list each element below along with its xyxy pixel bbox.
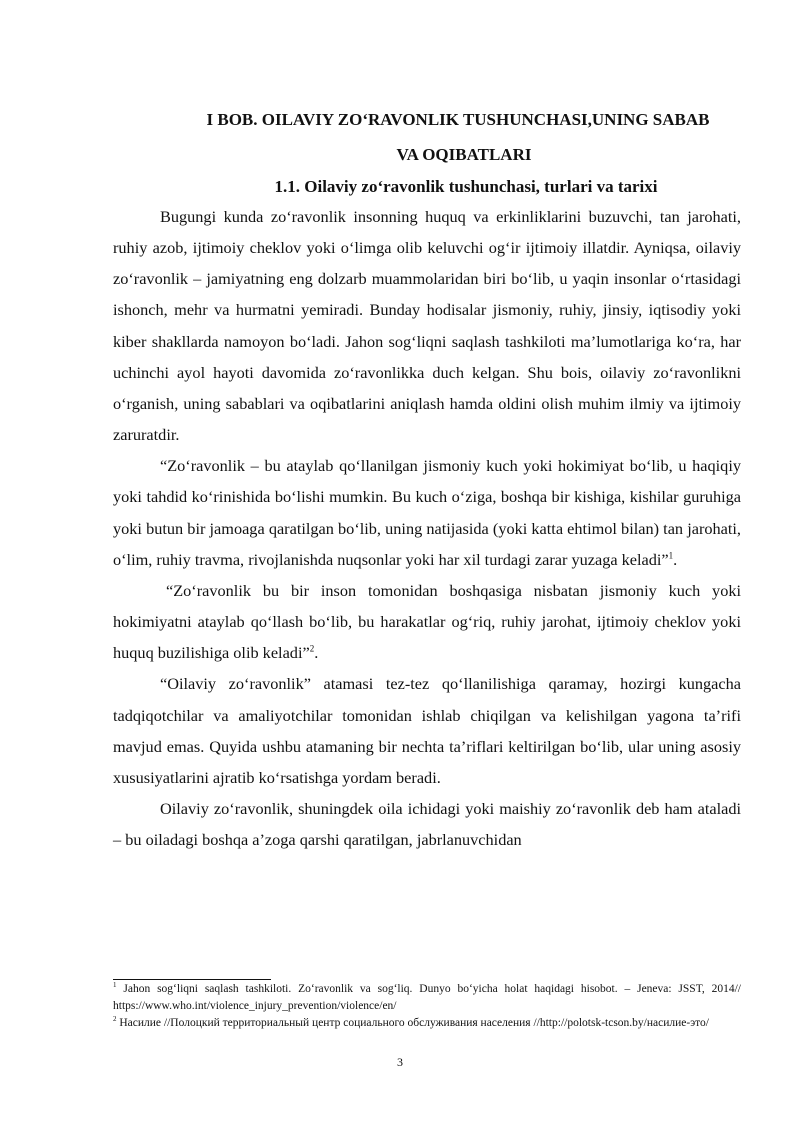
footnote-ref-1[interactable]: 1 (668, 550, 674, 561)
page-number: 3 (397, 1055, 403, 1069)
section-title: 1.1. Oilaviy zo‘ravonlik tushunchasi, turlari va tarixi (274, 177, 658, 196)
footnote-1-number: 1 (113, 981, 117, 990)
paragraph-quote-2 (113, 575, 741, 668)
footnote-ref-2[interactable]: 2 (309, 643, 315, 654)
paragraph-family-violence: Oilaviy zo‘ravonlik, shuningdek oila ichidagi yoki maishiy zo‘ravonlik deb ham ataladi – bu oiladagi boshqa a’zoga qarshi qaratilgan, jabrlanuvchidan (113, 798, 741, 850)
body-text (113, 201, 741, 855)
chapter-title-line2: VA OQIBATLARI (396, 145, 532, 164)
footnotes (113, 981, 741, 1033)
quote-1-text: “Zo‘ravonlik – bu ataylab qo‘llanilgan jismoniy kuch yoki hokimiyat bo‘lib, u haqiqiy yoki tahdid ko‘rinishida bo‘lishi mumkin. Bu kuch o‘ziga, boshqa bir kishiga, kishilar guruhiga yoki butun bir jamoaga qaratilgan bo‘lib, uning natijasida (yoki katta ehtimol bilan) tan jarohati, o‘lim, ruhiy travma, rivojlanishda nuqsonlar yoki har xil turdagi zarar yuzaga keladi” (113, 456, 741, 569)
paragraph-intro: Bugungi kunda zo‘ravonlik insonning huquq va erkinliklarini buzuvchi, tan jarohati, ruhiy azob, ijtimoiy cheklov yoki o‘limga olib keluvchi og‘ir ijtimoiy illatdir. Ayniqsa, oilaviy zo‘ravonlik – jamiyatning eng dolzarb muammolaridan biri bo‘lib, u yaqin insonlar o‘rtasidagi ishonch, mehr va hurmatni yemiradi. Bunday hodisalar jismoniy, ruhiy, jinsiy, iqtisodiy yoki kiber shakllarda namoyon bo‘ladi. Jahon sog‘liqni saqlash tashkiloti ma’lumotlariga ko‘ra, har uchinchi ayol hayoti davomida zo‘ravonlikka duch kelgan. Shu bois, oilaviy zo‘ravonlikni o‘rganish, uning sabablari va oqibatlarini aniqlash hamda oldini olish muhim ilmiy va ijtimoiy zaruratdir. (113, 207, 741, 445)
chapter-title-line1: I BOB. OILAVIY ZO‘RAVONLIK TUSHUNCHASI,UNING SABAB (206, 110, 710, 129)
paragraph-quote-1 (113, 450, 741, 575)
footnote-separator (113, 979, 271, 980)
paragraph-definitions: “Oilaviy zo‘ravonlik” atamasi tez-tez qo‘llanilishiga qaramay, hozirgi kungacha tadqiqotchilar va amaliyotchilar tomonidan ishlab chiqilgan va kelishilgan yagona ta’rifi mavjud emas. Quyida ushbu atamaning bir nechta ta’riflari keltirilgan bo‘lib, ular uning asosiy xususiyatlarini ajratib ko‘rsatishga yordam beradi. (113, 674, 741, 787)
footnote-2 (113, 1015, 741, 1032)
footnote-1 (113, 981, 741, 1014)
footnote-2-text: Насилие //Полоцкий территориальный центр социального обслуживания населения //http://polotsk-tcson.by/насилие-это/ (119, 1017, 709, 1029)
footnote-2-number: 2 (113, 1015, 117, 1024)
quote-2-text: “Zo‘ravonlik bu bir inson tomonidan boshqasiga nisbatan jismoniy kuch yoki hokimiyatni ataylab qo‘llash bo‘lib, bu harakatlar og‘riq, ruhiy jarohat, ijtimoiy cheklov yoki huquq buzilishiga olib keladi” (113, 580, 741, 663)
footnote-1-text: Jahon sog‘liqni saqlash tashkiloti. Zo‘ravonlik va sog‘liq. Dunyo bo‘yicha holat haqidagi hisobot. – Jeneva: JSST, 2014// https://www.who.int/violence_injury_prevention/violence/en/ (113, 983, 742, 1012)
quote-1-end: . (673, 549, 678, 569)
quote-2-end: . (314, 643, 319, 663)
